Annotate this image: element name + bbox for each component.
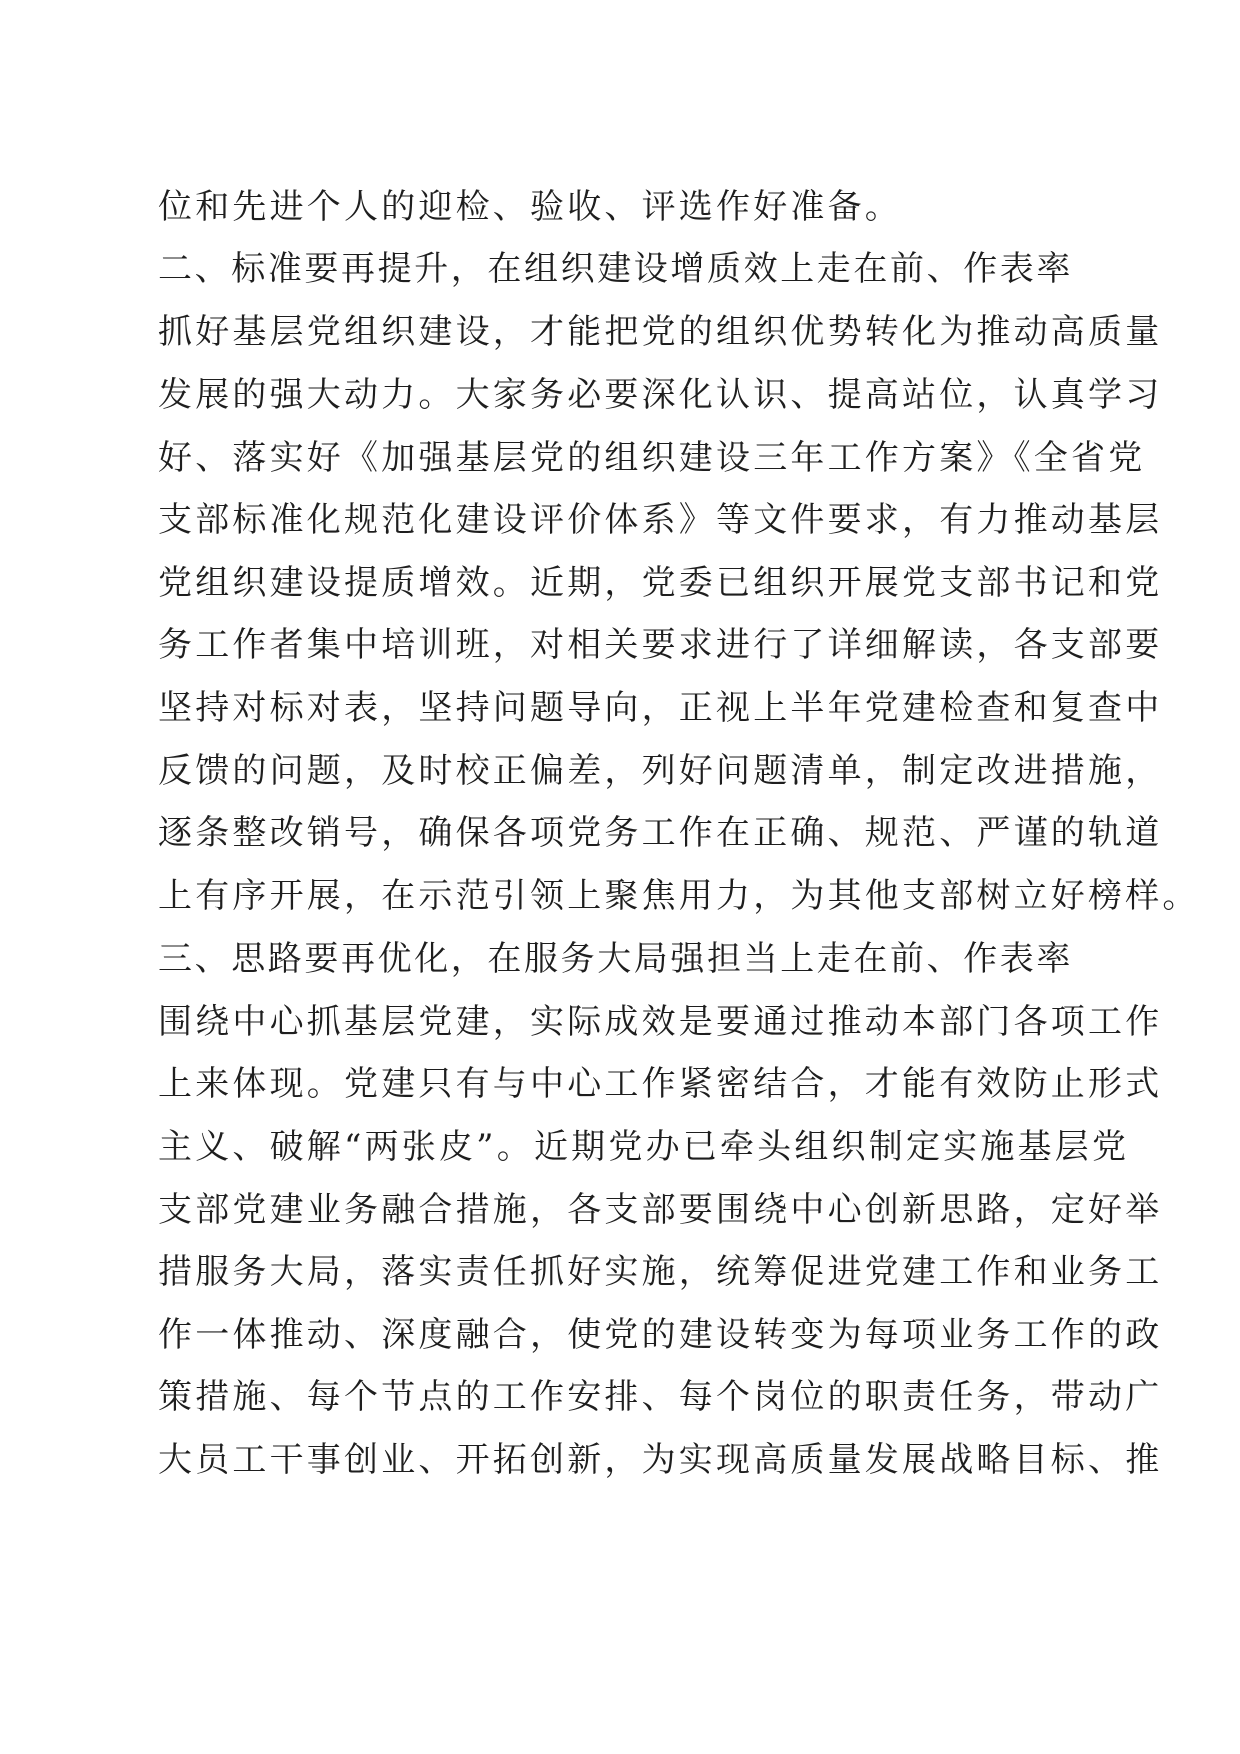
text-line-5: 好、落实好《加强基层党的组织建设三年工作方案》《全省党 xyxy=(158,438,1146,478)
text-line-20: 策措施、每个节点的工作安排、每个岗位的职责任务，带动广 xyxy=(158,1377,1163,1417)
text-line-21: 大员工干事创业、开拓创新，为实现高质量发展战略目标、推 xyxy=(158,1440,1163,1480)
text-line-8: 务工作者集中培训班，对相关要求进行了详细解读，各支部要 xyxy=(158,625,1163,665)
text-line-12: 上有序开展，在示范引领上聚焦用力，为其他支部树立好榜样。 xyxy=(158,876,1200,916)
text-line-3: 抓好基层党组织建设，才能把党的组织优势转化为推动高质量 xyxy=(158,312,1163,352)
section-heading-2: 二、标准要再提升，在组织建设增质效上走在前、作表率 xyxy=(158,249,1073,289)
text-line-11: 逐条整改销号，确保各项党务工作在正确、规范、严谨的轨道 xyxy=(158,813,1163,853)
text-line-7: 党组织建设提质增效。近期，党委已组织开展党支部书记和党 xyxy=(158,563,1163,603)
text-line-4: 发展的强大动力。大家务必要深化认识、提高站位，认真学习 xyxy=(158,375,1163,415)
text-line-6: 支部标准化规范化建设评价体系》等文件要求，有力推动基层 xyxy=(158,500,1163,540)
text-line-9: 坚持对标对表，坚持问题导向，正视上半年党建检查和复查中 xyxy=(158,688,1163,728)
text-line-14: 围绕中心抓基层党建，实际成效是要通过推动本部门各项工作 xyxy=(158,1002,1163,1042)
text-line-19: 作一体推动、深度融合，使党的建设转变为每项业务工作的政 xyxy=(158,1315,1163,1355)
text-line-18: 措服务大局，落实责任抓好实施，统筹促进党建工作和业务工 xyxy=(158,1252,1163,1292)
text-line-10: 反馈的问题，及时校正偏差，列好问题清单，制定改进措施， xyxy=(158,751,1163,791)
text-line-15: 上来体现。党建只有与中心工作紧密结合，才能有效防止形式 xyxy=(158,1064,1163,1104)
text-line-17: 支部党建业务融合措施，各支部要围绕中心创新思路，定好举 xyxy=(158,1190,1163,1230)
text-line-1: 位和先进个人的迎检、验收、评选作好准备。 xyxy=(158,187,902,227)
section-heading-3: 三、思路要再优化，在服务大局强担当上走在前、作表率 xyxy=(158,939,1073,979)
text-line-16: 主义、破解“两张皮”。近期党办已牵头组织制定实施基层党 xyxy=(158,1127,1130,1167)
